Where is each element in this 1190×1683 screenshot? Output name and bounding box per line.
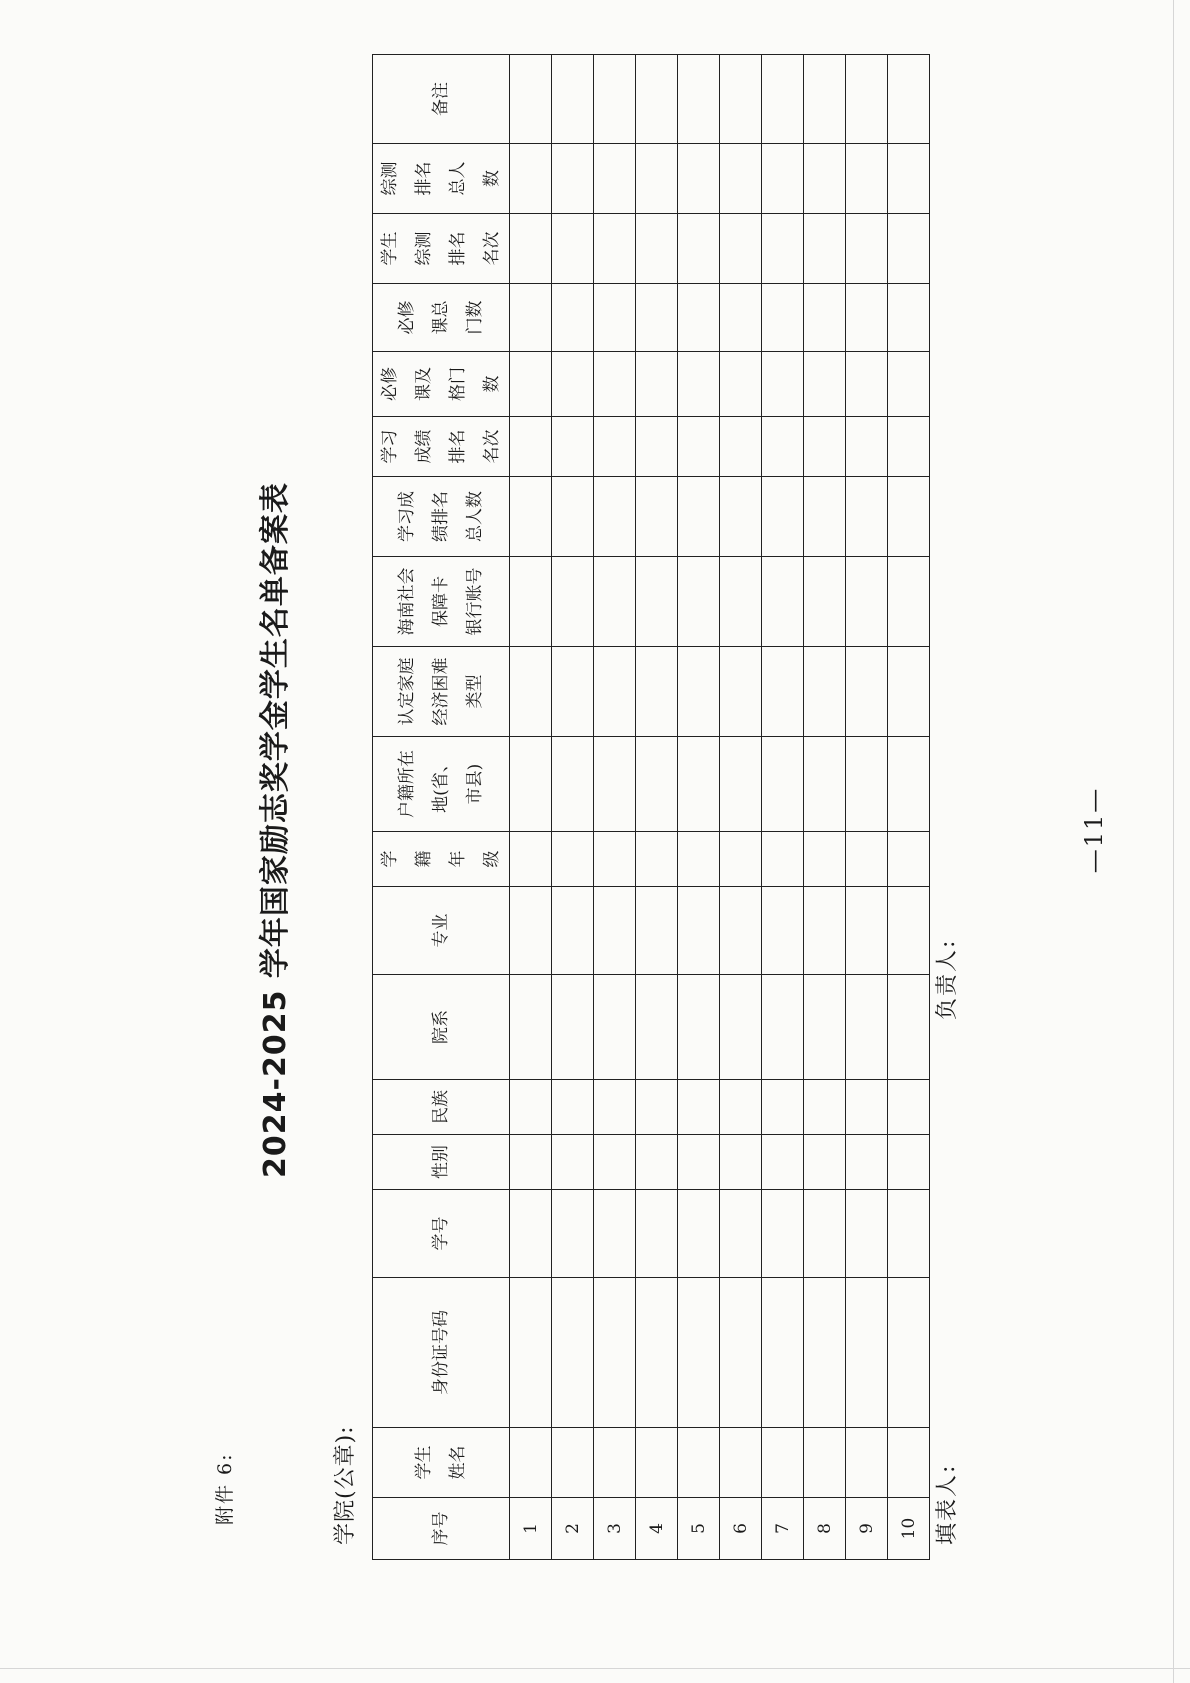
column-header-line: 课及 (414, 367, 434, 401)
table-cell[interactable] (552, 737, 594, 832)
table-cell[interactable] (594, 832, 636, 887)
table-cell[interactable] (720, 214, 762, 284)
table-cell[interactable] (762, 55, 804, 144)
table-cell[interactable] (636, 417, 678, 477)
table-cell[interactable] (720, 417, 762, 477)
scan-edge-bottom (0, 1668, 1190, 1669)
table-cell[interactable] (594, 214, 636, 284)
column-header (373, 975, 510, 1080)
table-cell[interactable] (846, 1428, 888, 1498)
table-cell[interactable] (888, 647, 930, 737)
table-cell[interactable] (846, 557, 888, 647)
column-header-line: 银行账号 (465, 567, 485, 636)
table-cell[interactable] (510, 144, 552, 214)
column-header-line: 门数 (465, 300, 485, 335)
table-cell[interactable] (888, 737, 930, 832)
table-cell[interactable] (552, 477, 594, 557)
column-header (373, 887, 510, 975)
row-number: 2 (552, 1498, 594, 1560)
table-cell[interactable] (510, 284, 552, 352)
table-cell[interactable] (846, 975, 888, 1080)
column-header (373, 284, 510, 352)
table-cell[interactable] (510, 647, 552, 737)
table-cell[interactable] (678, 832, 720, 887)
table-cell[interactable] (762, 737, 804, 832)
table-cell[interactable] (552, 214, 594, 284)
row-number: 6 (720, 1498, 762, 1560)
table-cell[interactable] (846, 284, 888, 352)
attachment-label: 附件 6: (214, 1452, 236, 1525)
filler-label: 填表人: (935, 1463, 960, 1545)
column-header-line: 学 (380, 850, 400, 868)
column-header-line: 级 (482, 850, 502, 868)
table-cell[interactable] (804, 1190, 846, 1278)
table-row (888, 55, 930, 1560)
table-cell[interactable] (888, 417, 930, 477)
table-cell[interactable] (510, 832, 552, 887)
table-cell[interactable] (804, 647, 846, 737)
table-cell[interactable] (762, 417, 804, 477)
table-row (636, 55, 678, 1560)
table-cell[interactable] (594, 647, 636, 737)
column-header-line: 身份证号码 (431, 1310, 451, 1395)
table-cell[interactable] (888, 477, 930, 557)
table-cell[interactable] (846, 737, 888, 832)
table-cell[interactable] (636, 1190, 678, 1278)
table-cell[interactable] (846, 55, 888, 144)
table-cell[interactable] (762, 975, 804, 1080)
column-header-line: 数 (482, 170, 502, 187)
table-cell[interactable] (594, 417, 636, 477)
table-cell[interactable] (636, 1428, 678, 1498)
table-row (762, 55, 804, 1560)
column-header-line: 民族 (431, 1090, 451, 1124)
column-header (373, 1080, 510, 1135)
table-cell[interactable] (594, 1190, 636, 1278)
table-cell[interactable] (846, 1135, 888, 1190)
table-cell[interactable] (594, 887, 636, 975)
table-cell[interactable] (678, 975, 720, 1080)
table-cell[interactable] (804, 557, 846, 647)
table-cell[interactable] (594, 975, 636, 1080)
table-cell[interactable] (762, 1278, 804, 1428)
table-cell[interactable] (552, 1278, 594, 1428)
column-header (373, 417, 510, 477)
column-header (373, 647, 510, 737)
table-cell[interactable] (594, 284, 636, 352)
table-cell[interactable] (594, 1080, 636, 1135)
table-cell[interactable] (720, 557, 762, 647)
table-cell[interactable] (636, 477, 678, 557)
table-cell[interactable] (636, 557, 678, 647)
table-cell[interactable] (888, 214, 930, 284)
table-cell[interactable] (762, 1080, 804, 1135)
column-header (373, 1498, 510, 1560)
column-header-line: 必修 (380, 367, 400, 401)
college-seal-label: 学院(公章): (333, 1425, 358, 1545)
column-header-line: 名次 (482, 231, 502, 266)
table-cell[interactable] (510, 352, 552, 417)
table-cell[interactable] (552, 284, 594, 352)
column-header-line: 总人 (448, 161, 468, 196)
table-cell[interactable] (552, 832, 594, 887)
table-cell[interactable] (552, 647, 594, 737)
rotated-sheet (155, 20, 1190, 1640)
table-cell[interactable] (552, 887, 594, 975)
table-cell[interactable] (678, 284, 720, 352)
table-cell[interactable] (888, 284, 930, 352)
table-cell[interactable] (594, 477, 636, 557)
row-number: 4 (636, 1498, 678, 1560)
table-cell[interactable] (762, 1190, 804, 1278)
column-header-line: 年 (448, 850, 468, 868)
column-header (373, 832, 510, 887)
row-number: 5 (678, 1498, 720, 1560)
table-cell[interactable] (636, 352, 678, 417)
table-cell[interactable] (762, 214, 804, 284)
table-cell[interactable] (636, 1135, 678, 1190)
table-cell[interactable] (762, 647, 804, 737)
table-cell[interactable] (510, 55, 552, 144)
table-cell[interactable] (678, 887, 720, 975)
table-row (804, 55, 846, 1560)
table-cell[interactable] (510, 887, 552, 975)
column-header-line: 学生 (380, 231, 400, 266)
table-cell[interactable] (804, 1428, 846, 1498)
table-cell[interactable] (720, 1190, 762, 1278)
column-header-line: 课总 (431, 300, 451, 335)
table-cell[interactable] (804, 352, 846, 417)
table-cell[interactable] (804, 284, 846, 352)
column-header (373, 1428, 510, 1498)
table-cell[interactable] (888, 55, 930, 144)
column-header-line: 成绩 (414, 429, 434, 464)
table-cell[interactable] (510, 1428, 552, 1498)
column-header-line: 学生 (414, 1445, 434, 1480)
column-header-line: 认定家庭 (397, 657, 417, 726)
table-cell[interactable] (804, 55, 846, 144)
table-cell[interactable] (720, 55, 762, 144)
table-cell[interactable] (846, 477, 888, 557)
table-cell[interactable] (678, 417, 720, 477)
table-cell[interactable] (594, 557, 636, 647)
table-cell[interactable] (510, 975, 552, 1080)
table-cell[interactable] (888, 352, 930, 417)
table-cell[interactable] (594, 55, 636, 144)
table-cell[interactable] (804, 1135, 846, 1190)
table-cell[interactable] (804, 144, 846, 214)
table-cell[interactable] (720, 144, 762, 214)
column-header-line: 经济困难 (431, 657, 451, 726)
table-cell[interactable] (678, 1190, 720, 1278)
table-cell[interactable] (846, 1190, 888, 1278)
table-cell[interactable] (552, 975, 594, 1080)
column-header-line: 专业 (431, 913, 451, 948)
table-cell[interactable] (636, 887, 678, 975)
column-header-line: 名次 (482, 429, 502, 464)
table-cell[interactable] (678, 737, 720, 832)
table-cell[interactable] (720, 832, 762, 887)
table-cell[interactable] (510, 214, 552, 284)
table-cell[interactable] (888, 1278, 930, 1428)
column-header (373, 144, 510, 214)
table-cell[interactable] (552, 144, 594, 214)
table-cell[interactable] (552, 352, 594, 417)
column-header-line: 综测 (380, 161, 400, 196)
column-header (373, 737, 510, 832)
column-header-line: 格门 (448, 367, 468, 401)
table-cell[interactable] (552, 557, 594, 647)
table-cell[interactable] (510, 737, 552, 832)
table-cell[interactable] (678, 557, 720, 647)
table-cell[interactable] (888, 832, 930, 887)
column-header-line: 排名 (414, 161, 434, 196)
column-header-line: 数 (482, 375, 502, 393)
table-cell[interactable] (636, 1080, 678, 1135)
table-cell[interactable] (552, 1080, 594, 1135)
table-cell[interactable] (510, 557, 552, 647)
table-cell[interactable] (636, 214, 678, 284)
table-cell[interactable] (888, 144, 930, 214)
column-header-line: 姓名 (448, 1445, 468, 1480)
table-cell[interactable] (888, 1080, 930, 1135)
column-header-line: 排名 (448, 429, 468, 464)
table-cell[interactable] (762, 1428, 804, 1498)
column-header-line: 序号 (431, 1511, 451, 1546)
table-cell[interactable] (804, 214, 846, 284)
column-header (373, 477, 510, 557)
table-cell[interactable] (846, 144, 888, 214)
column-header (373, 557, 510, 647)
table-header-row (373, 55, 510, 1560)
table-cell[interactable] (720, 887, 762, 975)
table-cell[interactable] (552, 1428, 594, 1498)
table-cell[interactable] (552, 55, 594, 144)
table-cell[interactable] (678, 144, 720, 214)
table-cell[interactable] (636, 832, 678, 887)
table-cell[interactable] (636, 975, 678, 1080)
row-number: 8 (804, 1498, 846, 1560)
table-cell[interactable] (888, 1428, 930, 1498)
column-header-line: 市县) (465, 763, 485, 805)
table-cell[interactable] (678, 1278, 720, 1428)
table-cell[interactable] (720, 975, 762, 1080)
row-number: 10 (888, 1498, 930, 1560)
table-cell[interactable] (762, 832, 804, 887)
table-row (594, 55, 636, 1560)
table-cell[interactable] (804, 1278, 846, 1428)
table-row (552, 55, 594, 1560)
column-header-line: 综测 (414, 231, 434, 266)
table-cell[interactable] (552, 1190, 594, 1278)
column-header-line: 总人数 (465, 491, 485, 542)
column-header-line: 学习成 (397, 491, 417, 542)
table-cell[interactable] (762, 1135, 804, 1190)
table-cell[interactable] (510, 477, 552, 557)
table-cell[interactable] (594, 737, 636, 832)
table-cell[interactable] (846, 832, 888, 887)
table-cell[interactable] (888, 1190, 930, 1278)
table-cell[interactable] (510, 1135, 552, 1190)
row-number: 1 (510, 1498, 552, 1560)
student-roster-table (372, 54, 930, 1560)
table-cell[interactable] (720, 1080, 762, 1135)
table-cell[interactable] (678, 1428, 720, 1498)
table-cell[interactable] (720, 352, 762, 417)
table-cell[interactable] (804, 417, 846, 477)
table-cell[interactable] (510, 1278, 552, 1428)
column-header (373, 1135, 510, 1190)
table-cell[interactable] (678, 1135, 720, 1190)
table-cell[interactable] (720, 284, 762, 352)
column-header-line: 学习 (380, 429, 400, 464)
column-header-line: 籍 (414, 850, 434, 868)
table-cell[interactable] (636, 737, 678, 832)
table-cell[interactable] (678, 477, 720, 557)
column-header (373, 1278, 510, 1428)
column-header (373, 55, 510, 144)
table-cell[interactable] (678, 1080, 720, 1135)
table-cell[interactable] (846, 1080, 888, 1135)
responsible-label: 负责人: (935, 938, 960, 1020)
table-cell[interactable] (846, 647, 888, 737)
table-cell[interactable] (636, 1278, 678, 1428)
table-cell[interactable] (804, 887, 846, 975)
table-cell[interactable] (720, 647, 762, 737)
column-header (373, 214, 510, 284)
row-number: 7 (762, 1498, 804, 1560)
table-cell[interactable] (594, 1428, 636, 1498)
table-cell[interactable] (720, 1428, 762, 1498)
table-cell[interactable] (804, 477, 846, 557)
row-number: 9 (846, 1498, 888, 1560)
table-row (720, 55, 762, 1560)
column-header-line: 保障卡 (431, 576, 451, 627)
table-cell[interactable] (762, 557, 804, 647)
table-cell[interactable] (510, 1190, 552, 1278)
table-cell[interactable] (762, 284, 804, 352)
table-cell[interactable] (846, 887, 888, 975)
table-cell[interactable] (636, 647, 678, 737)
table-row (510, 55, 552, 1560)
column-header-line: 性别 (431, 1145, 451, 1179)
table-cell[interactable] (552, 1135, 594, 1190)
table-cell[interactable] (762, 352, 804, 417)
table-cell[interactable] (846, 1278, 888, 1428)
column-header-line: 海南社会 (397, 567, 417, 636)
table-cell[interactable] (594, 144, 636, 214)
table-cell[interactable] (720, 1135, 762, 1190)
table-cell[interactable] (888, 887, 930, 975)
column-header (373, 352, 510, 417)
table-cell[interactable] (804, 1080, 846, 1135)
table-cell[interactable] (720, 1278, 762, 1428)
table-cell[interactable] (720, 737, 762, 832)
table-cell[interactable] (762, 887, 804, 975)
row-number: 3 (594, 1498, 636, 1560)
column-header-line: 学号 (431, 1216, 451, 1251)
table-cell[interactable] (594, 1278, 636, 1428)
table-cell[interactable] (636, 55, 678, 144)
table-cell[interactable] (636, 144, 678, 214)
table-cell[interactable] (888, 975, 930, 1080)
table-cell[interactable] (846, 417, 888, 477)
table-cell[interactable] (762, 144, 804, 214)
table-cell[interactable] (678, 352, 720, 417)
table-cell[interactable] (510, 417, 552, 477)
table-cell[interactable] (594, 1135, 636, 1190)
table-cell[interactable] (804, 737, 846, 832)
column-header (373, 1190, 510, 1278)
table-cell[interactable] (510, 1080, 552, 1135)
column-header-line: 排名 (448, 231, 468, 266)
table-cell[interactable] (804, 832, 846, 887)
table-cell[interactable] (678, 55, 720, 144)
page-title: 2024-2025 学年国家励志奖学金学生名单备案表 (258, 482, 293, 1178)
column-header-line: 地(省、 (431, 755, 451, 813)
table-cell[interactable] (678, 647, 720, 737)
column-header-line: 院系 (431, 1010, 451, 1044)
column-header-line: 备注 (431, 82, 451, 116)
column-header-line: 户籍所在 (397, 750, 417, 818)
table-cell[interactable] (888, 1135, 930, 1190)
column-header-line: 绩排名 (431, 491, 451, 542)
table-cell[interactable] (594, 352, 636, 417)
column-header-line: 类型 (465, 674, 485, 709)
table-cell[interactable] (636, 284, 678, 352)
page-number: —11— (1080, 786, 1108, 874)
table-row (678, 55, 720, 1560)
table-cell[interactable] (678, 214, 720, 284)
column-header-line: 必修 (397, 300, 417, 335)
table-cell[interactable] (720, 477, 762, 557)
table-cell[interactable] (888, 557, 930, 647)
table-cell[interactable] (804, 975, 846, 1080)
table-cell[interactable] (846, 352, 888, 417)
table-cell[interactable] (846, 214, 888, 284)
table-row (846, 55, 888, 1560)
table-cell[interactable] (762, 477, 804, 557)
table-cell[interactable] (552, 417, 594, 477)
